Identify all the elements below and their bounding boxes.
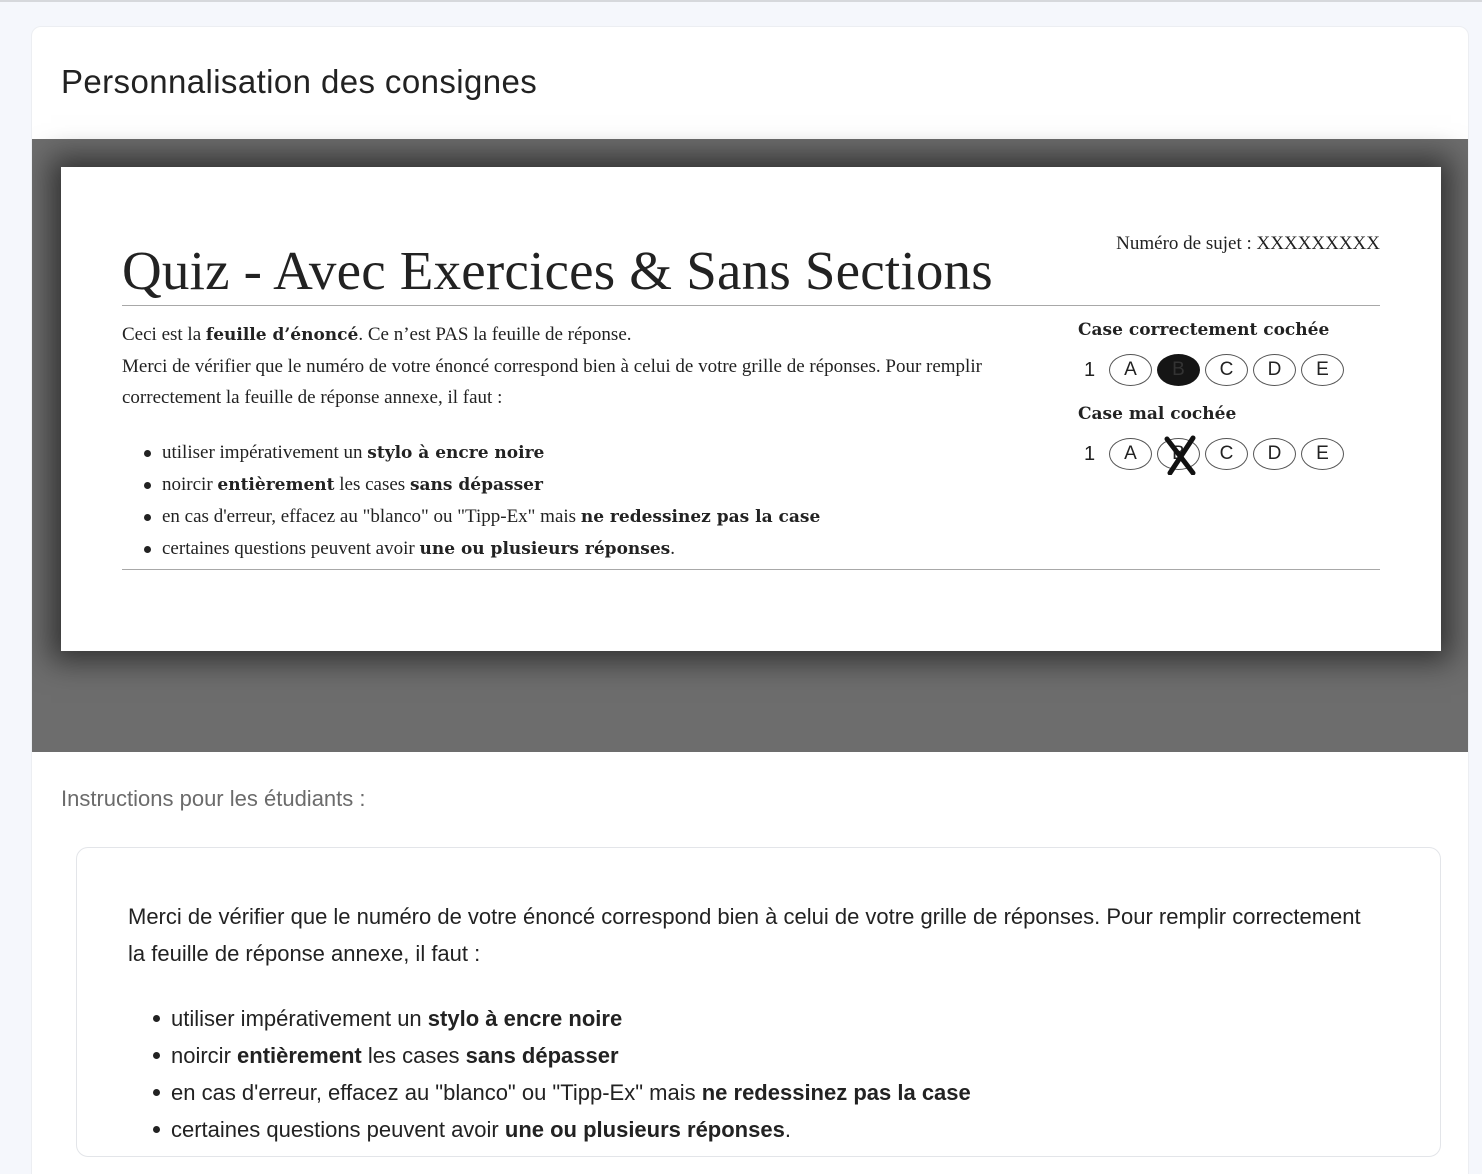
bullet-bold: stylo à encre noire [427, 1006, 623, 1031]
bullet-text: . [670, 538, 675, 559]
bullet-text: certaines questions peuvent avoir [171, 1117, 505, 1142]
bullet-bold: stylo à encre noire [367, 443, 545, 463]
sheet-intro-line [122, 319, 1057, 351]
instructions-label: Instructions pour les étudiants : [61, 786, 366, 811]
sheet-paragraph: Merci de vérifier que le numéro de votre énoncé correspond bien à celui de votre grille de réponses. Pour remplir correctement la feuille de réponse annexe, il faut : [122, 356, 982, 408]
card-title: Personnalisation des consignes [61, 63, 538, 100]
cross-mark-icon [1162, 435, 1198, 475]
legend-correct [1078, 320, 1378, 387]
instructions-bullet [171, 1037, 971, 1074]
bullet-text: les cases [361, 1043, 466, 1068]
sheet-divider-bottom [122, 569, 1380, 570]
instructions-editor[interactable] [76, 847, 1441, 1157]
sheet-bullet [162, 501, 1062, 533]
bullet-text: en cas d'erreur, effacez au "blanco" ou "Tipp-Ex" mais [162, 506, 581, 527]
bubble-a: A [1109, 438, 1152, 470]
bullet-text: les cases [334, 474, 410, 495]
bullet-bold: une ou plusieurs réponses [419, 539, 671, 559]
bubble-e: E [1301, 438, 1344, 470]
bullet-bold: ne redessinez pas la case [701, 1080, 971, 1105]
sheet-title: Quiz - Avec Exercices & Sans Sections [122, 240, 993, 301]
sheet-divider-top [122, 305, 1380, 306]
instructions-card [31, 26, 1469, 1174]
sheet-bullet [162, 533, 1062, 565]
exam-sheet [61, 167, 1441, 651]
sheet-bullet-list [162, 437, 1062, 565]
bubble-b-crossed [1157, 438, 1200, 470]
sheet-intro-text-end: . Ce n’est PAS la feuille de réponse. [358, 324, 632, 345]
bullet-bold: une ou plusieurs réponses [504, 1117, 785, 1142]
bullet-bold: sans dépasser [409, 475, 543, 495]
instructions-bullet [171, 1074, 971, 1111]
bullet-text: noircir [171, 1043, 238, 1068]
sheet-preview [32, 139, 1469, 752]
bullet-text: en cas d'erreur, effacez au "blanco" ou "Tipp-Ex" mais [171, 1080, 702, 1105]
legend-wrong-label: Case mal cochée [1078, 404, 1237, 424]
bubble-c: C [1205, 354, 1248, 386]
instructions-bullet [171, 1000, 971, 1037]
bubble-b-filled: B [1157, 354, 1200, 386]
legend-wrong [1078, 404, 1378, 471]
instructions-bullet [171, 1111, 971, 1148]
subject-number: Numéro de sujet : XXXXXXXXX [1116, 233, 1380, 254]
bullet-text: utiliser impérativement un [162, 442, 368, 463]
sheet-intro-bold: feuille d’énoncé [205, 325, 359, 345]
instructions-bullet-list [171, 1000, 971, 1148]
bullet-text: noircir [162, 474, 218, 495]
bullet-text: . [784, 1117, 791, 1142]
sheet-intro-text: Ceci est la [122, 324, 206, 345]
bubble-row-correct [1078, 353, 1378, 387]
question-number: 1 [1084, 358, 1096, 381]
legend-correct-label: Case correctement cochée [1078, 320, 1330, 340]
bubble-c: C [1205, 438, 1248, 470]
bullet-bold: entièrement [237, 1043, 362, 1068]
bubble-e: E [1301, 354, 1344, 386]
bullet-text: certaines questions peuvent avoir [162, 538, 420, 559]
question-number: 1 [1084, 442, 1096, 465]
bubble-row-wrong [1078, 437, 1378, 471]
bullet-text: utiliser impérativement un [171, 1006, 428, 1031]
sheet-intro [122, 319, 1057, 413]
bullet-bold: entièrement [217, 475, 335, 495]
top-divider [0, 0, 1482, 2]
bullet-bold: ne redessinez pas la case [580, 507, 821, 527]
sheet-bullet [162, 469, 1062, 501]
sheet-bullet [162, 437, 1062, 469]
bullet-bold: sans dépasser [465, 1043, 619, 1068]
bubble-b-letter: B [1172, 443, 1185, 464]
bubble-d: D [1253, 354, 1296, 386]
bubble-d: D [1253, 438, 1296, 470]
bubble-a: A [1109, 354, 1152, 386]
instructions-paragraph: Merci de vérifier que le numéro de votre énoncé correspond bien à celui de votre grille de réponses. Pour remplir correctement la feuille de réponse annexe, il faut : [128, 904, 1361, 966]
